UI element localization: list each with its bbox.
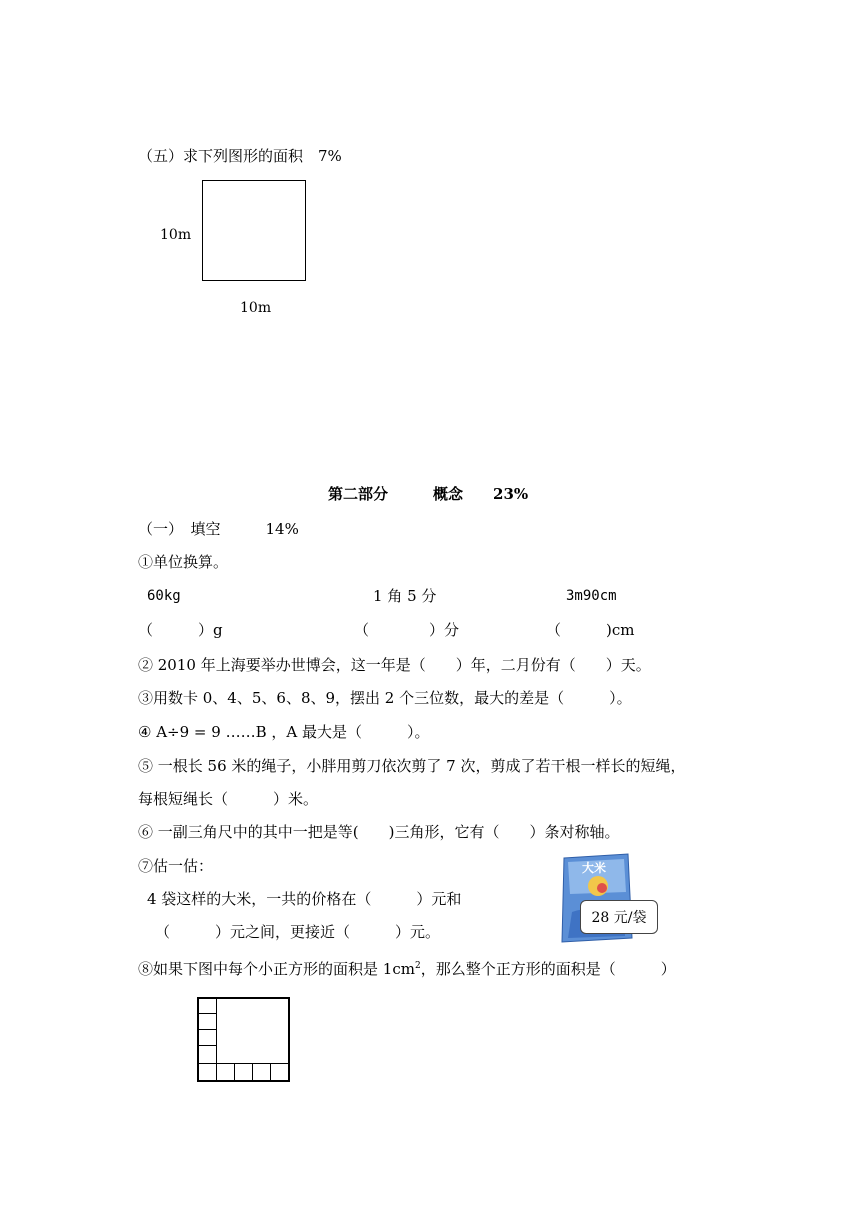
q5-text-line1: ⑤ 一根长 56 米的绳子，小胖用剪刀依次剪了 7 次，剪成了若干根一样长的短绳， [138, 757, 686, 775]
q1-item-c: 3m90cm [566, 588, 617, 604]
q8-text [138, 956, 676, 979]
rice-bag-text: 大米 [582, 861, 607, 875]
q3-text: ③用数卡 0、4、5、6、8、9，摆出 2 个三位数，最大的差是（ ）。 [138, 689, 632, 707]
section-five-title: （五）求下列图形的面积 7% [138, 147, 342, 165]
q4-text: ④ A÷9 = 9 ……B ，A 最大是（ ）。 [138, 723, 430, 741]
grid-cell [252, 1063, 271, 1082]
square-figure [202, 180, 306, 281]
square-side-label: 10m [160, 227, 192, 243]
q1-title: ①单位换算。 [138, 553, 229, 571]
grid-cell [197, 1013, 217, 1030]
q8-text-after: ，那么整个正方形的面积是（ ） [420, 960, 676, 978]
price-tag: 28 元/袋 [580, 900, 658, 934]
q7-line2: （ ）元之间，更接近（ ）元。 [155, 923, 441, 941]
grid-cell [216, 1063, 235, 1082]
q1-blank-c[interactable]: （ )cm [546, 621, 635, 639]
q7-line1: 4 袋这样的大米，一共的价格在（ ）元和 [147, 890, 462, 908]
fill-blank-heading: （一） 填空 14% [138, 520, 299, 538]
part-two-heading: 第二部分 概念 23% [328, 485, 529, 503]
grid-cell [197, 997, 217, 1014]
q8-superscript: 2 [414, 961, 421, 971]
q1-item-a: 60kg [147, 588, 181, 604]
square-bottom-label: 10m [240, 300, 272, 316]
grid-cell [197, 1063, 217, 1082]
q5-text-line2: 每根短绳长（ ）米。 [138, 790, 319, 808]
q8-text-before: ⑧如果下图中每个小正方形的面积是 1cm [138, 960, 415, 978]
grid-square-figure [197, 997, 290, 1082]
grid-cell [270, 1063, 290, 1082]
q1-blank-a[interactable]: （ ）g [138, 621, 223, 639]
q1-item-b: 1 角 5 分 [373, 587, 437, 605]
grid-cell [197, 1045, 217, 1064]
q1-blank-b[interactable]: （ ）分 [354, 621, 460, 639]
q7-title: ⑦估一估： [138, 857, 214, 875]
q6-text: ⑥ 一副三角尺中的其中一把是等( )三角形，它有（ ）条对称轴。 [138, 823, 620, 841]
grid-cell [197, 1029, 217, 1046]
grid-cell [234, 1063, 253, 1082]
q2-text: ② 2010 年上海要举办世博会，这一年是（ ）年，二月份有（ ）天。 [138, 656, 651, 674]
